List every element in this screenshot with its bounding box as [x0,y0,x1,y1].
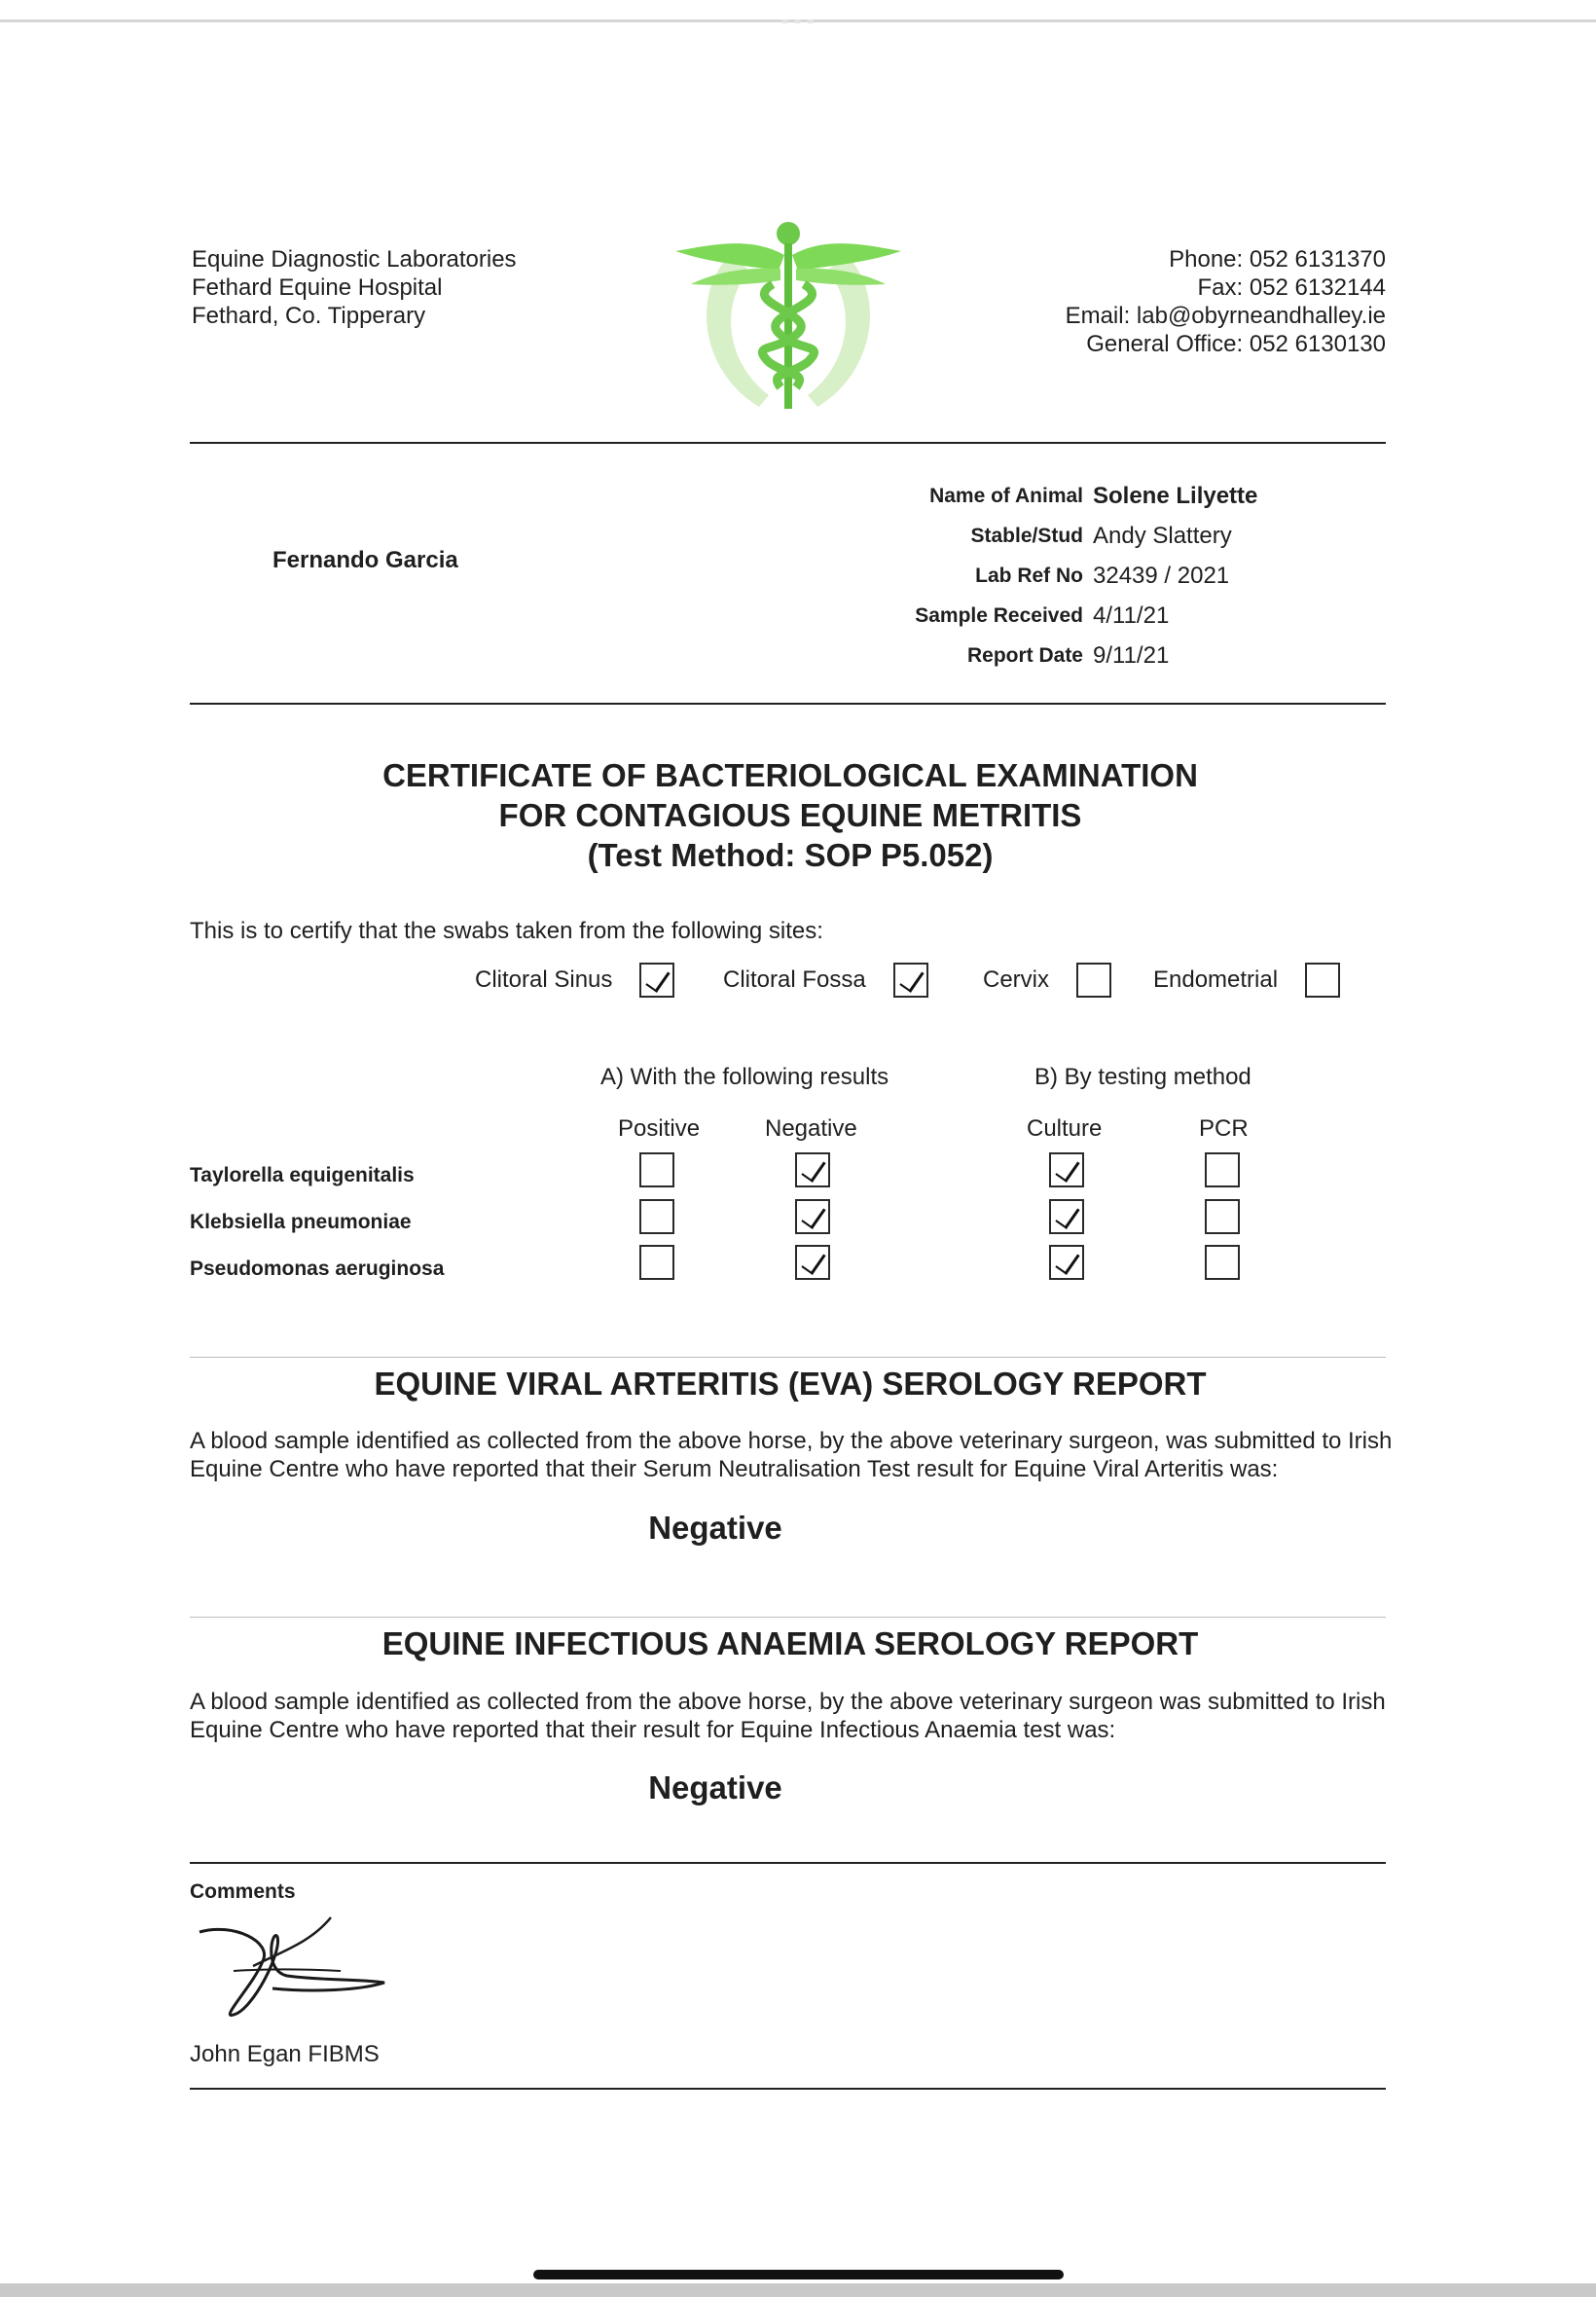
site-checkbox[interactable] [893,963,928,998]
title-line: CERTIFICATE OF BACTERIOLOGICAL EXAMINATION [382,757,1198,793]
site-label: Cervix [983,966,1050,993]
organism-klebsiella: Klebsiella pneumoniae [190,1211,412,1233]
culture-checkbox[interactable] [1049,1152,1084,1187]
site-cervix [983,960,1111,1001]
certificate-title [0,755,1580,875]
col-negative: Negative [765,1115,857,1142]
top-bar [0,0,1596,22]
eia-title: EQUINE INFECTIOUS ANAEMIA SEROLOGY REPORT [381,1625,1199,1661]
veterinarian-name: Fernando Garcia [272,547,458,573]
info-label: Sample Received [915,604,1083,627]
col-pcr: PCR [1199,1115,1249,1142]
bottom-bar [0,2283,1596,2297]
home-indicator[interactable] [533,2270,1064,2279]
negative-checkbox[interactable] [795,1152,830,1187]
divider [190,703,1386,705]
info-value: 9/11/21 [1093,642,1170,669]
address-line: Equine Diagnostic Laboratories [192,246,517,273]
grabber-dots-icon [781,19,815,25]
site-checkbox[interactable] [1305,963,1340,998]
positive-checkbox[interactable] [639,1245,674,1280]
divider [190,442,1386,444]
site-clitoral-fossa [723,960,928,1001]
pcr-checkbox[interactable] [1205,1152,1240,1187]
title-line: FOR CONTAGIOUS EQUINE METRITIS [498,797,1082,833]
info-label: Lab Ref No [975,565,1083,587]
signer-name: John Egan FIBMS [190,2041,380,2067]
contact-office: General Office: 052 6130130 [1086,331,1386,357]
comments-label: Comments [190,1880,296,1903]
eia-text: A blood sample identified as collected from the above horse, by the above veterinary surgeon was submitted to Irish Equine Centre who have reported that their result for Equine Infectious Anaemia test was: [190,1689,1386,1743]
negative-checkbox[interactable] [795,1245,830,1280]
negative-checkbox[interactable] [795,1199,830,1234]
info-value: 32439 / 2021 [1093,563,1230,589]
positive-checkbox[interactable] [639,1199,674,1234]
lab-address [192,245,517,330]
positive-checkbox[interactable] [639,1152,674,1187]
contact-email: Email: lab@obyrneandhalley.ie [1065,303,1386,329]
col-culture: Culture [1027,1115,1103,1142]
info-value: Andy Slattery [1093,523,1232,549]
caduceus-horseshoe-icon [671,216,905,417]
site-clitoral-sinus [475,960,674,1001]
site-endometrial [1153,960,1340,1001]
site-label: Clitoral Fossa [723,966,866,993]
contact-fax: Fax: 052 6132144 [1197,274,1386,301]
method-heading: B) By testing method [1034,1064,1251,1090]
culture-checkbox[interactable] [1049,1199,1084,1234]
pcr-checkbox[interactable] [1205,1245,1240,1280]
eva-result: Negative [648,1510,782,1546]
certify-text: This is to certify that the swabs taken from the following sites: [190,918,823,944]
lab-contact [1066,245,1386,358]
divider [190,1357,1386,1358]
divider [190,1862,1386,1864]
culture-checkbox[interactable] [1049,1245,1084,1280]
pcr-checkbox[interactable] [1205,1199,1240,1234]
info-label: Report Date [966,644,1083,667]
info-value: 4/11/21 [1093,602,1170,629]
info-label: Stable/Stud [970,525,1083,547]
address-line: Fethard, Co. Tipperary [192,303,426,329]
title-line: (Test Method: SOP P5.052) [587,837,994,873]
signature [195,1913,399,2020]
organism-taylorella: Taylorella equigenitalis [190,1164,415,1186]
eva-title: EQUINE VIRAL ARTERITIS (EVA) SEROLOGY REPORT [374,1366,1207,1402]
divider [190,1617,1386,1618]
site-checkbox[interactable] [1076,963,1111,998]
site-label: Clitoral Sinus [475,966,613,993]
address-line: Fethard Equine Hospital [192,274,443,301]
eva-text: A blood sample identified as collected from the above horse, by the above veterinary surgeon, was submitted to Irish Equine Centre who have reported that their Serum Neutralisation Test result for Equine Viral Arteritis was: [190,1428,1393,1482]
results-heading: A) With the following results [600,1064,889,1090]
site-label: Endometrial [1153,966,1279,993]
col-positive: Positive [618,1115,701,1142]
site-checkbox[interactable] [639,963,674,998]
divider [190,2088,1386,2090]
organism-pseudomonas: Pseudomonas aeruginosa [190,1258,445,1280]
info-value: Solene Lilyette [1093,483,1258,509]
info-label: Name of Animal [929,485,1083,507]
contact-phone: Phone: 052 6131370 [1169,246,1386,273]
eia-result: Negative [648,1769,782,1805]
